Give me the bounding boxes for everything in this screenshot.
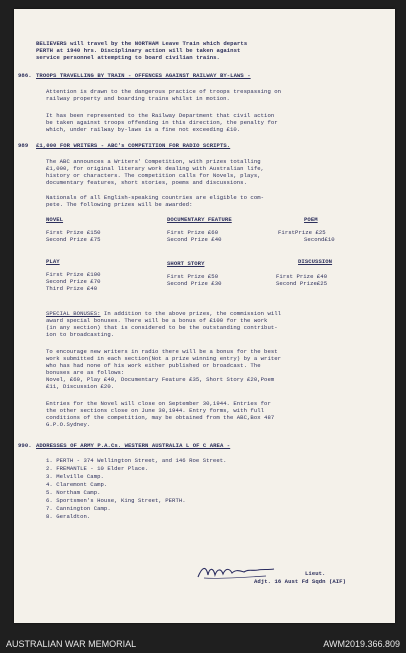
address-item-1: 1. PERTH - 374 Wellington Street, and 146 Roe Street.	[46, 457, 227, 464]
special-bonuses-line4: ion to broadcasting.	[46, 331, 115, 338]
section-989-p2-line1: Nationals of all English-speaking countries are eligible to com-	[46, 194, 265, 201]
prize-documentary-item-1: First Prize £60	[167, 229, 219, 236]
footer-bar	[0, 636, 406, 653]
prize-play-heading: PLAY	[46, 258, 60, 265]
new-writers-line4: bonuses are as follows:	[46, 369, 125, 376]
section-986-p2-line2: be taken against troops offending in this direction, the penalty for	[46, 119, 278, 126]
address-item-7: 7. Cannington Camp.	[46, 505, 111, 512]
top-line-3: service personnel attempting to board civilian trains.	[36, 54, 220, 61]
entries-line3: conditions of the competition, may be obtained from the ABC,Box 487	[46, 414, 275, 421]
prize-discussion-item-1: First Prize £40	[276, 273, 328, 280]
entries-line1: Entries for the Novel will close on September 30,1944. Entries for	[46, 400, 271, 407]
top-line-2: PERTH at 1940 hrs. Disciplinary action will be taken against	[36, 47, 241, 54]
special-bonuses-line3: (in any section) that is considered to be the outstanding contribut-	[46, 324, 278, 331]
entries-line4: G.P.O.Sydney.	[46, 421, 91, 428]
section-986-heading: TROOPS TRAVELLING BY TRAIN - OFFENCES AGAINST RAILWAY BY-LAWS -	[36, 72, 251, 79]
prize-poem-heading: POEM	[304, 216, 318, 223]
entries-line2: the other sections close on June 30,1944. Entry forms, with full	[46, 407, 265, 414]
section-986-p1-line1: Attention is drawn to the dangerous practice of troops trespassing on	[46, 88, 282, 95]
footer-catalog-id: AWM2019.366.809	[323, 639, 400, 649]
prize-short-story-heading: SHORT STORY	[167, 260, 205, 267]
address-item-8: 8. Geraldton.	[46, 513, 91, 520]
prize-short-story-item-1: First Prize £50	[167, 273, 219, 280]
address-item-3: 3. Melville Camp.	[46, 473, 104, 480]
new-writers-line1: To encourage new writers in radio there will be a bonus for the best	[46, 348, 278, 355]
address-item-5: 5. Northam Camp.	[46, 489, 101, 496]
document-page	[14, 9, 395, 623]
section-989-heading: £1,000 FOR WRITERS - ABC's COMPETITION FOR RADIO SCRIPTS.	[36, 142, 231, 149]
prize-documentary-heading: DOCUMENTARY FEATURE	[167, 216, 232, 223]
section-990-number: 990.	[18, 442, 32, 449]
signature-title: Adjt. 16 Aust Fd Sqdn (AIF)	[254, 578, 346, 585]
prize-short-story-item-2: Second Prize £30	[167, 280, 222, 287]
special-bonuses-heading: SPECIAL BONUSES:	[46, 310, 101, 317]
section-989-p1-line2: £1,000, for original literary work dealing with Australian life,	[46, 165, 265, 172]
prize-poem-item-1: FirstPrize £25	[278, 229, 326, 236]
top-line-1: BELIEVERS will travel by the NORTHAM Leave Train which departs	[36, 40, 248, 47]
new-writers-line3: who has had none of his work either published or broadcast. The	[46, 362, 261, 369]
section-986-number: 986.	[18, 72, 32, 79]
special-bonuses-text: In addition to the above prizes, the commission will	[100, 310, 282, 317]
new-writers-line5: Novel, £60, Play £40, Documentary Feature £35, Short Story £20,Poem	[46, 376, 275, 383]
new-writers-line2: work submitted in each section(Not a prize winning entry) by a writer	[46, 355, 282, 362]
section-986-p2-line3: which, under railway by-laws is a fine not exceeding £10.	[46, 126, 241, 133]
prize-novel-item-2: Second Prize £75	[46, 236, 101, 243]
prize-documentary-item-2: Second Prize £40	[167, 236, 222, 243]
address-item-2: 2. FREMANTLE - 10 Elder Place.	[46, 465, 149, 472]
prize-novel-item-1: First Prize £150	[46, 229, 101, 236]
footer-institution: AUSTRALIAN WAR MEMORIAL	[6, 639, 137, 649]
new-writers-line6: £11, Discussion £20.	[46, 383, 115, 390]
prize-novel-heading: NOVEL	[46, 216, 64, 223]
prize-play-item-1: First Prize £100	[46, 271, 101, 278]
section-989-p1-line4: documentary features, short stories, poems and discussions.	[46, 179, 248, 186]
prize-discussion-item-2: Second Prize£25	[276, 280, 328, 287]
prize-poem-item-2: Second£10	[304, 236, 335, 243]
section-989-p2-line2: pete. The following prizes will be awarded:	[46, 201, 193, 208]
section-989-p1-line1: The ABC announces a Writers' Competition, with prizes totalling	[46, 158, 261, 165]
special-bonuses-line2: award special bonuses. There will be a bonus of £100 for the work	[46, 317, 268, 324]
section-989-number: 989	[18, 142, 29, 149]
document-body	[14, 9, 395, 623]
address-item-4: 4. Claremont Camp.	[46, 481, 108, 488]
prize-play-item-3: Third Prize £40	[46, 285, 98, 292]
prize-discussion-heading: DISCUSSION	[298, 258, 333, 265]
section-990-heading: ADDRESSES OF ARMY P.A.Cs. WESTERN AUSTRALIA L OF C AREA -	[36, 442, 231, 449]
signature-rank: Lieut.	[305, 570, 326, 577]
section-989-p1-line3: history or characters. The competition calls for Novels, plays,	[46, 172, 261, 179]
prize-play-item-2: Second Prize £70	[46, 278, 101, 285]
section-986-p1-line2: railway property and boarding trains whilst in motion.	[46, 95, 230, 102]
section-986-p2-line1: It has been represented to the Railway Department that civil action	[46, 112, 275, 119]
address-item-6: 6. Sportsmen's House, King Street, PERTH.	[46, 497, 186, 504]
